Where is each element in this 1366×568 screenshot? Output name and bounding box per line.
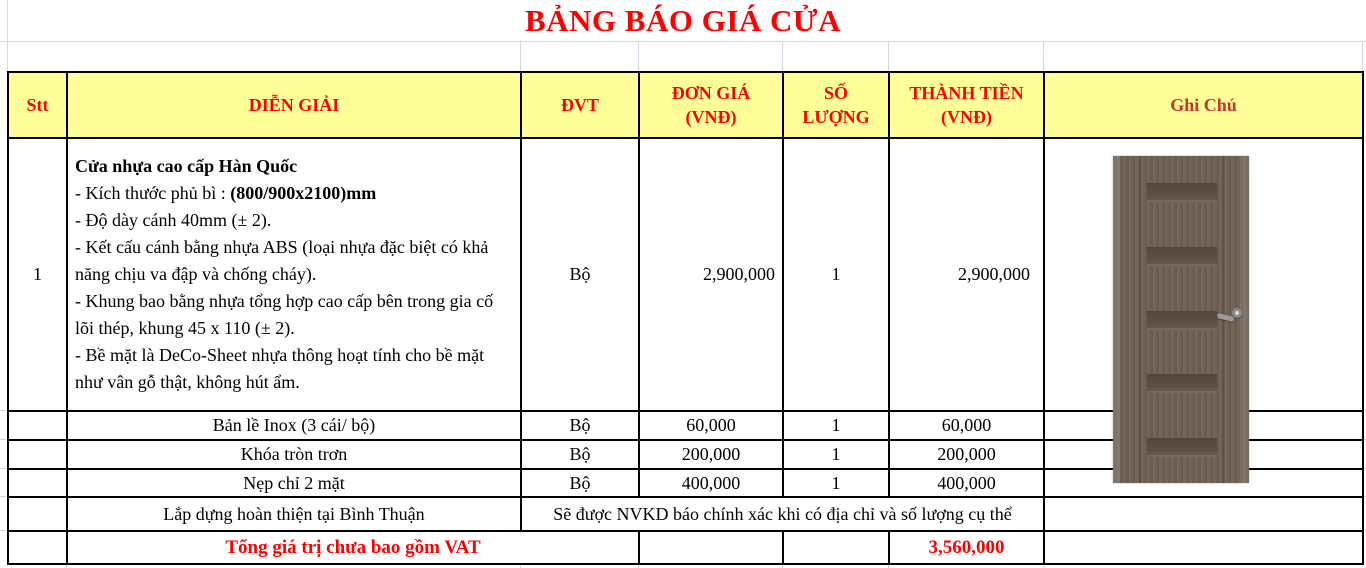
col-header-don-gia [639,72,783,138]
cell-don-gia: 400,000 [639,469,783,497]
door-handle-ring [1232,308,1242,318]
col-header-so-luong [783,72,889,138]
description-line: - Bề mặt là DeCo-Sheet nhựa thông hoạt tính cho bề mặt như vân gỗ thật, không hút ẩm. [75,345,485,392]
gridline [0,41,1366,42]
empty-cell [8,440,67,469]
cell-dvt: Bộ [521,469,639,497]
gridline [0,468,7,469]
gridline [0,410,7,411]
empty-cell [8,531,67,564]
cell-install-name: Lắp dựng hoàn thiện tại Bình Thuận [67,497,521,531]
cell-name: Khóa tròn trơn [67,440,521,469]
cell-stt: 1 [8,138,67,411]
col-header-ghi-chu: Ghi Chú [1044,72,1363,138]
empty-cell [783,531,889,564]
total-amount: 3,560,000 [889,531,1044,564]
cell-don-gia: 2,900,000 [639,138,783,411]
door-panel [1147,247,1217,266]
door-panel [1147,183,1217,202]
table-header-row [8,72,1363,138]
cell-so-luong: 1 [783,411,889,440]
total-label: Tổng giá trị chưa bao gồm VAT [67,531,639,564]
col-header-stt: Stt [8,72,67,138]
door-product-image [1113,156,1249,483]
gridline [1043,41,1044,71]
door-handle-icon [1217,308,1243,324]
description-size-prefix: - Kích thước phủ bì : [75,183,231,203]
cell-don-gia: 60,000 [639,411,783,440]
gridline [1362,41,1363,71]
cell-dvt: Bộ [521,411,639,440]
col-header-don-gia-line1: ĐƠN GIÁ [671,82,751,103]
cell-thanh-tien: 200,000 [889,440,1044,469]
gridline [520,41,521,71]
cell-install-note: Sẽ được NVKD báo chính xác khi có địa chỉ và số lượng cụ thể [521,497,1044,531]
empty-cell [639,531,783,564]
col-header-don-gia-line2: (VNĐ) [685,107,737,127]
gridline [888,41,889,71]
table-row-install [8,497,1363,531]
cell-ghi-chu [1044,497,1363,531]
cell-name: Nẹp chỉ 2 mặt [67,469,521,497]
cell-dvt: Bộ [521,138,639,411]
cell-so-luong: 1 [783,440,889,469]
table-row-total [8,531,1363,564]
cell-description [67,138,521,411]
empty-cell [8,411,67,440]
col-header-so-luong-line2: LƯỢNG [802,107,870,127]
gridline [7,0,8,71]
col-header-thanh-tien-line1: THÀNH TIỀN [909,82,1024,103]
description-heading: Cửa nhựa cao cấp Hàn Quốc [75,156,298,176]
cell-thanh-tien: 60,000 [889,411,1044,440]
gridline [638,41,639,71]
gridline [0,439,7,440]
col-header-dvt: ĐVT [521,72,639,138]
cell-name: Bản lề Inox (3 cái/ bộ) [67,411,521,440]
door-panel [1147,311,1217,330]
cell-dvt: Bộ [521,440,639,469]
description-line: - Kết cấu cánh bằng nhựa ABS (loại nhựa đặc biệt có khả năng chịu va đập và chống cháy). [75,237,489,284]
page-title: BẢNG BÁO GIÁ CỬA [524,3,841,38]
description-size-value: (800/900x2100)mm [230,183,377,203]
empty-cell [8,497,67,531]
col-header-thanh-tien [889,72,1044,138]
cell-so-luong: 1 [783,138,889,411]
gridline [782,41,783,71]
cell-thanh-tien: 400,000 [889,469,1044,497]
empty-cell [8,469,67,497]
door-groove [1139,156,1141,483]
col-header-dien-giai: DIỄN GIẢI [67,72,521,138]
door-panel [1147,438,1217,457]
gridline [0,496,7,497]
cell-ghi-chu [1044,531,1363,564]
gridline [0,530,7,531]
cell-don-gia: 200,000 [639,440,783,469]
description-line: - Khung bao bằng nhựa tổng hợp cao cấp bên trong gia cố lõi thép, khung 45 x 110 (± 2). [75,291,494,338]
col-header-thanh-tien-line2: (VNĐ) [941,107,992,127]
col-header-so-luong-line1: SỐ [823,82,848,103]
cell-thanh-tien: 2,900,000 [889,138,1044,411]
description-size-line [75,180,512,207]
door-panel [1147,374,1217,393]
description-line: - Độ dày cánh 40mm (± 2). [75,210,272,230]
cell-so-luong: 1 [783,469,889,497]
